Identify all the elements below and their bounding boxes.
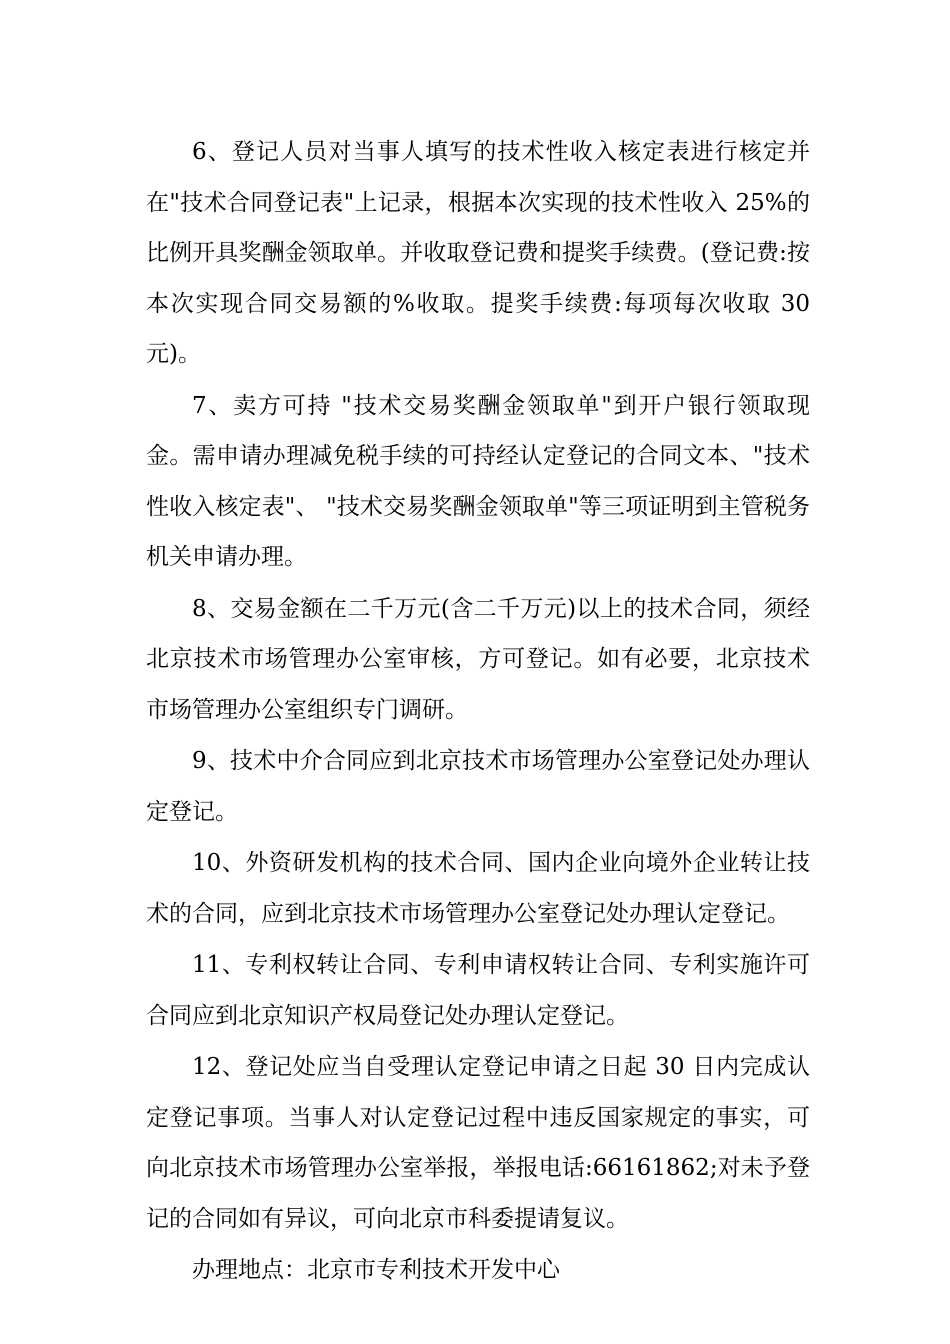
paragraph-item-8: 8、交易金额在二千万元(含二千万元)以上的技术合同，须经北京技术市场管理办公室审核，方可登记。如有必要，北京技术市场管理办公室组织专门调研。 — [146, 595, 810, 723]
paragraph-item-9: 9、技术中介合同应到北京技术市场管理办公室登记处办理认定登记。 — [146, 748, 810, 825]
document-body — [146, 127, 810, 1297]
paragraph-item-7: 7、卖方可持 "技术交易奖酬金领取单"到开户银行领取现金。需申请办理减免税手续的可持经认定登记的合同文本、"技术性收入核定表"、 "技术交易奖酬金领取单"等三项证明到主管税务机关申请办理。 — [146, 392, 810, 570]
paragraph-item-6: 6、登记人员对当事人填写的技术性收入核定表进行核定并在"技术合同登记表"上记录，根据本次实现的技术性收入 25%的比例开具奖酬金领取单。并收取登记费和提奖手续费。(登记费:按本次实现合同交易额的%收取。提奖手续费:每项每次收取 30 元)。 — [146, 139, 810, 367]
paragraph-item-12: 12、登记处应当自受理认定登记申请之日起 30 日内完成认定登记事项。当事人对认定登记过程中违反国家规定的事实，可向北京技术市场管理办公室举报，举报电话:66161862;对未予登记的合同如有异议，可向北京市科委提请复议。 — [146, 1054, 810, 1232]
paragraph-item-10: 10、外资研发机构的技术合同、国内企业向境外企业转让技术的合同，应到北京技术市场管理办公室登记处办理认定登记。 — [146, 850, 810, 927]
paragraph-item-11: 11、专利权转让合同、专利申请权转让合同、专利实施许可合同应到北京知识产权局登记处办理认定登记。 — [146, 952, 810, 1029]
office-location: 办理地点：北京市专利技术开发中心 — [192, 1257, 560, 1283]
